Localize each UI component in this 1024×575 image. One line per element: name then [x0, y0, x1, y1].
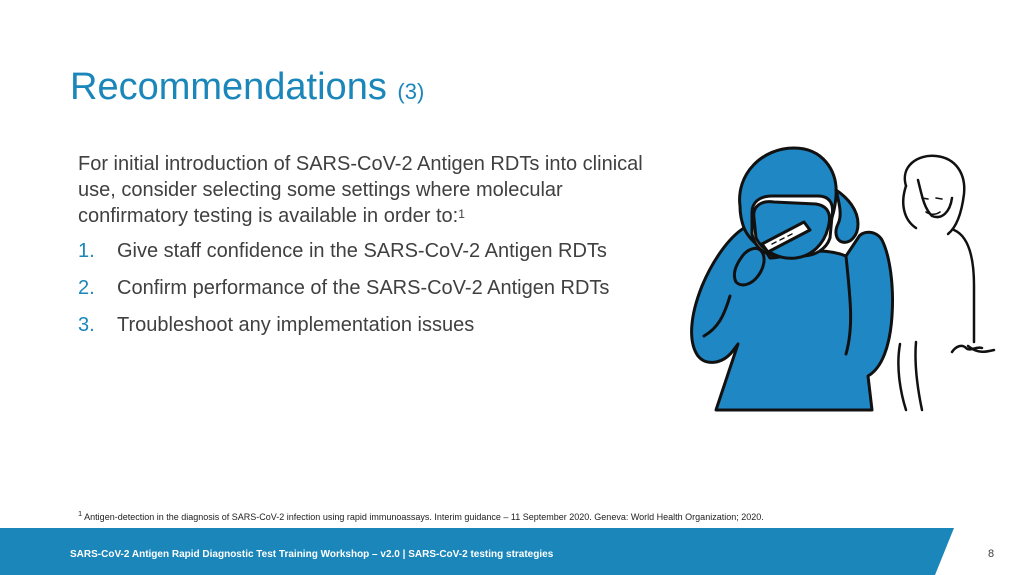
- list-item-number: 1.: [78, 240, 95, 262]
- slide-title-text: Recommendations: [70, 66, 387, 108]
- list-item-number: 2.: [78, 277, 95, 299]
- footnote-ref: 1: [78, 509, 83, 518]
- list-item: [78, 238, 609, 275]
- slide-title: [70, 66, 424, 109]
- slide-title-suffix: (3): [397, 79, 425, 104]
- health-worker-figure: [692, 148, 893, 410]
- intro-text: For initial introduction of SARS-CoV-2 Antigen RDTs into clinical use, consider selecting some settings where molecular confirmatory testing is available in order to:: [78, 153, 643, 227]
- list-item: [78, 275, 609, 312]
- list-item-text: Troubleshoot any implementation issues: [117, 314, 475, 336]
- intro-footnote-ref: 1: [458, 207, 465, 221]
- list-item-text: Give staff confidence in the SARS-CoV-2 Antigen RDTs: [117, 240, 607, 262]
- recommendation-list: [78, 238, 609, 349]
- footnote: [78, 509, 764, 522]
- footnote-text: Antigen-detection in the diagnosis of SARS-CoV-2 infection using rapid immunoassays. Interim guidance – 11 September 2020. Geneva: World Health Organization; 2020.: [82, 512, 764, 522]
- intro-paragraph: [78, 151, 678, 229]
- page-number: 8: [988, 548, 995, 560]
- list-item-text: Confirm performance of the SARS-CoV-2 Antigen RDTs: [117, 277, 610, 299]
- health-worker-swabbing-patient-icon: [686, 146, 998, 412]
- list-item: [78, 312, 609, 349]
- list-item-number: 3.: [78, 314, 95, 336]
- patient-figure: [898, 156, 994, 410]
- footer-text: SARS-CoV-2 Antigen Rapid Diagnostic Test Training Workshop – v2.0 | SARS-CoV-2 testing strategies: [70, 549, 554, 560]
